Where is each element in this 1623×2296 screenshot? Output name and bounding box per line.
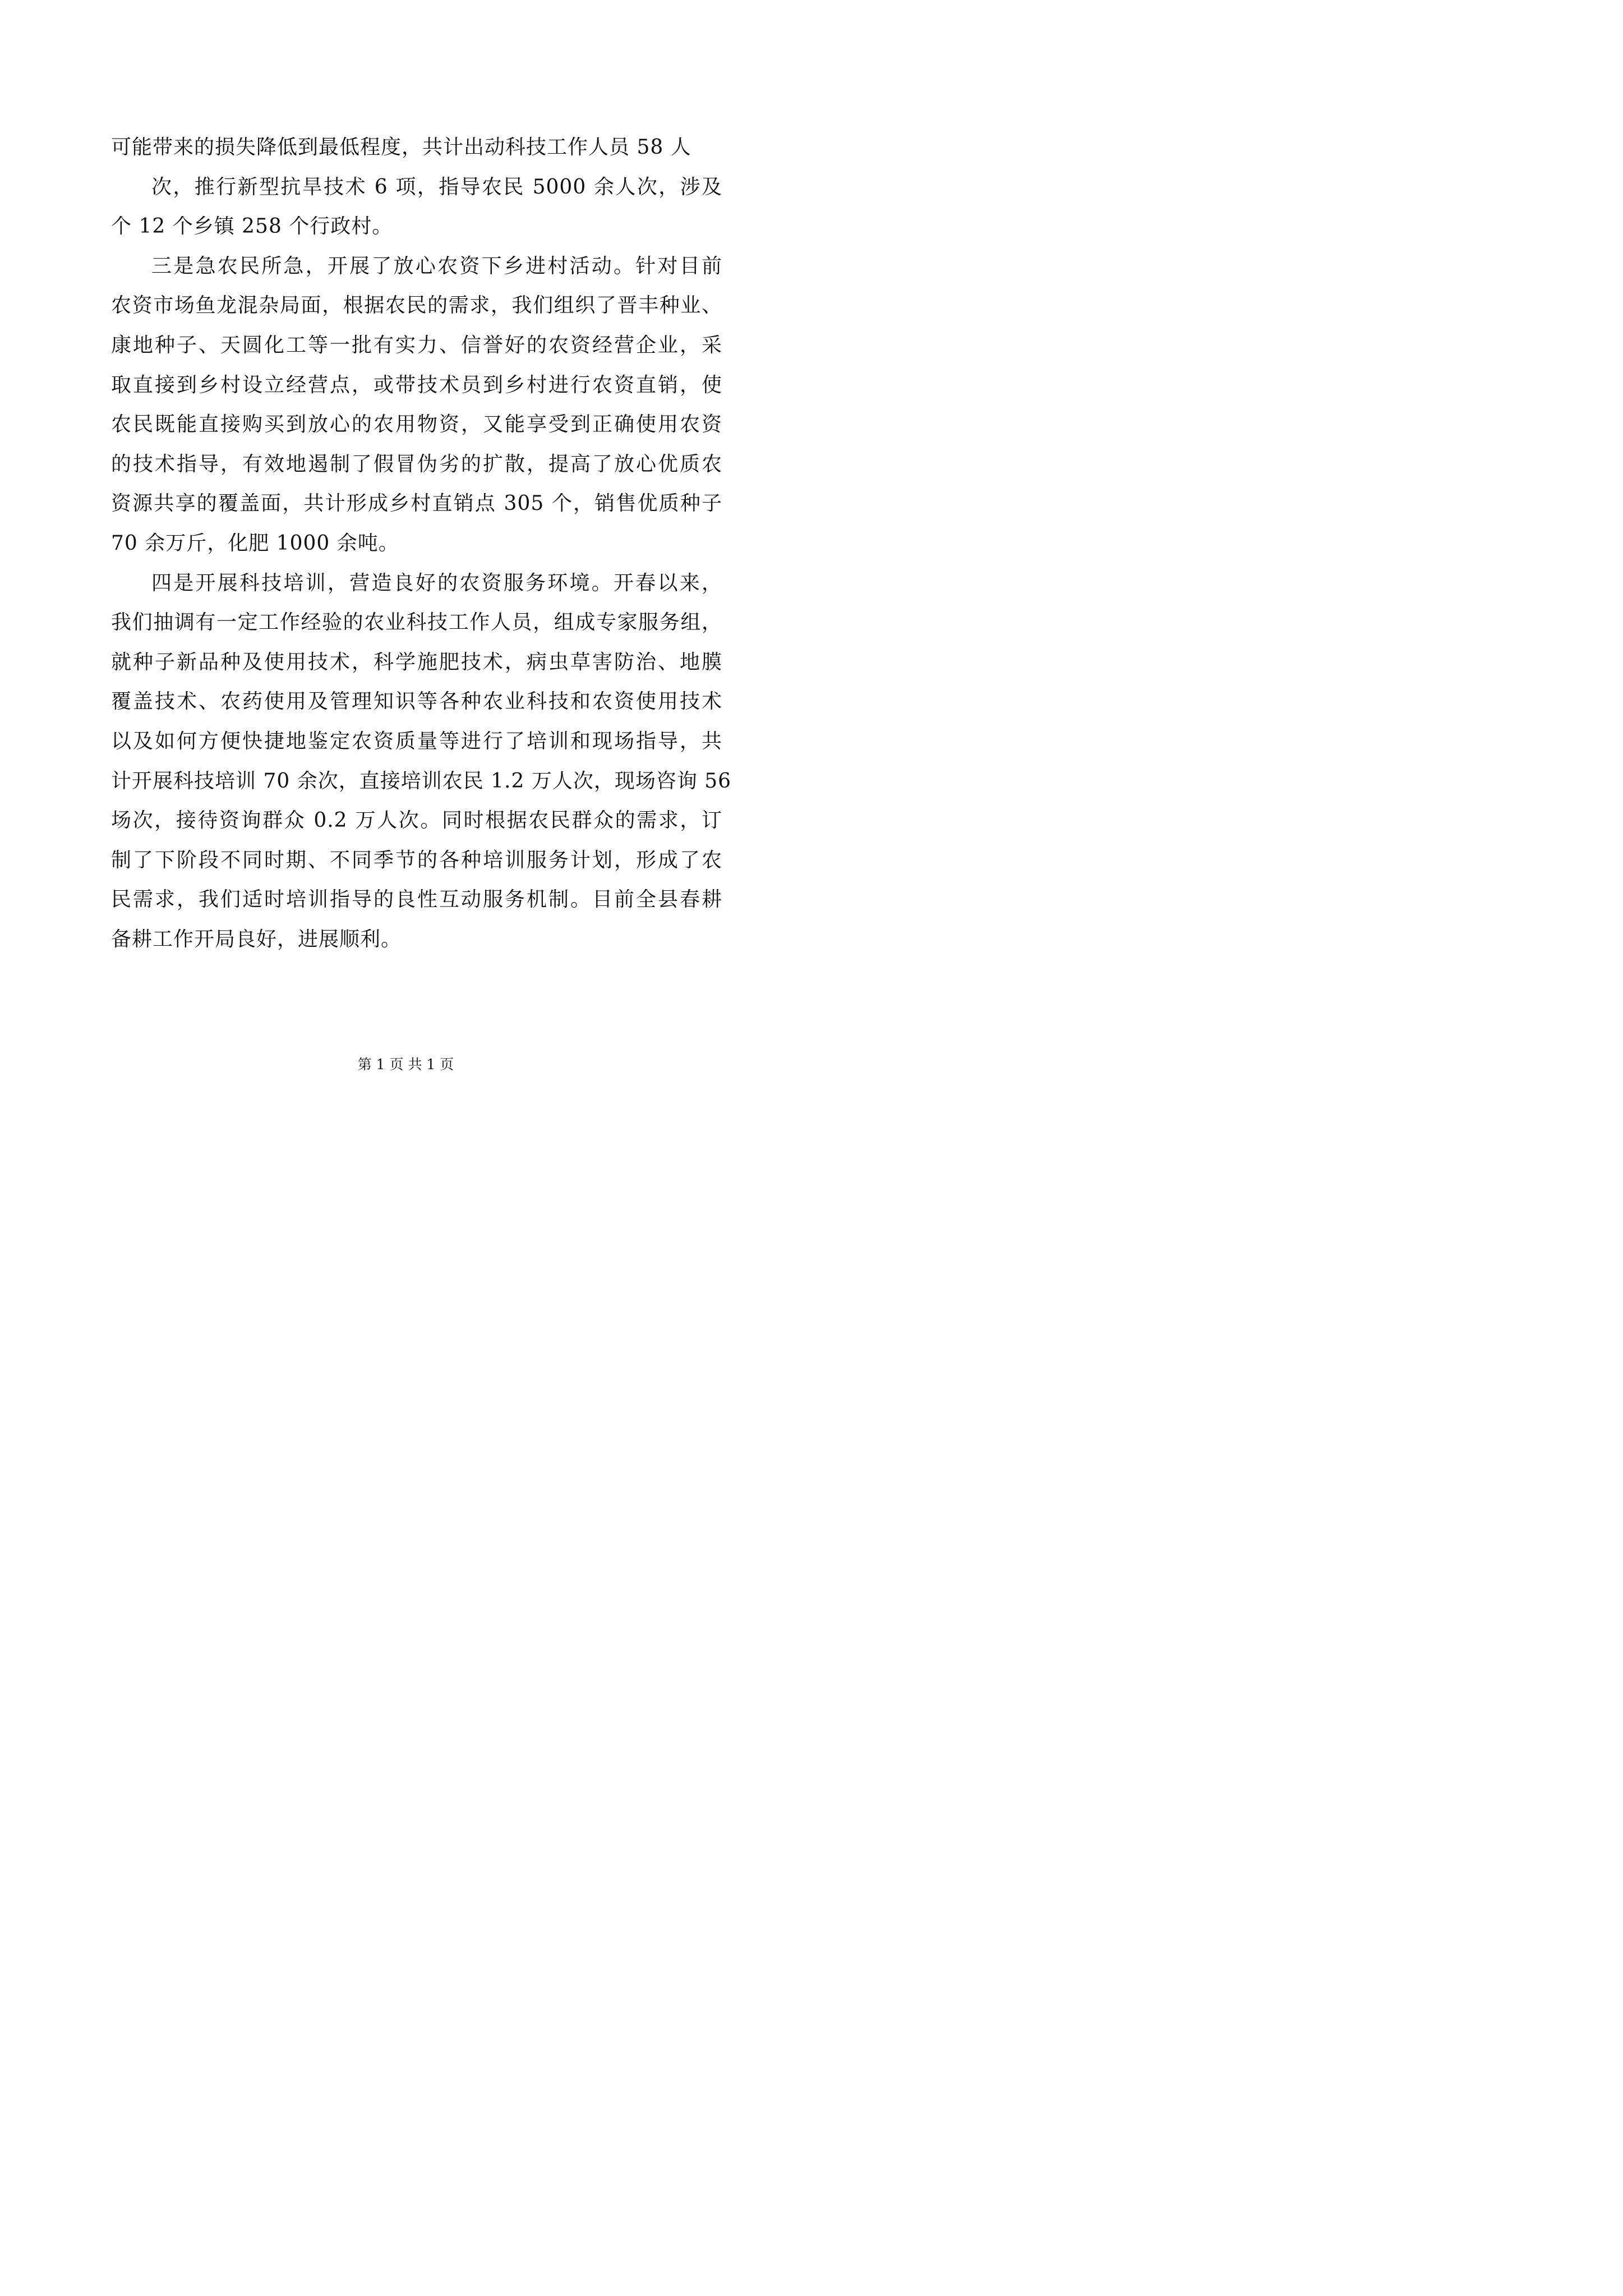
document-page (0, 0, 811, 1148)
text-line: 就种子新品种及使用技术，科学施肥技术，病虫草害防治、地膜 (111, 650, 722, 674)
text-line: 以及如何方便快捷地鉴定农资质量等进行了培训和现场指导，共 (111, 730, 722, 753)
text-line: 三是急农民所急，开展了放心农资下乡进村活动。针对目前 (151, 254, 722, 278)
text-line: 次，推行新型抗旱技术 6 项，指导农民 5000 余人次，涉及 (151, 175, 722, 199)
text-line: 覆盖技术、农药使用及管理知识等各种农业科技和农资使用技术 (111, 690, 722, 714)
text-line: 农资市场鱼龙混杂局面，根据农民的需求，我们组织了晋丰种业、 (111, 294, 722, 318)
page-footer: 第 1 页 共 1 页 (357, 1056, 454, 1073)
text-line: 四是开展科技培训，营造良好的农资服务环境。开春以来， (151, 571, 722, 595)
text-line: 民需求，我们适时培训指导的良性互动服务机制。目前全县春耕 (111, 888, 722, 912)
text-line: 我们抽调有一定工作经验的农业科技工作人员，组成专家服务组， (111, 611, 722, 634)
text-line: 备耕工作开局良好，进展顺利。 (111, 928, 402, 951)
text-line: 个 12 个乡镇 258 个行政村。 (111, 215, 393, 238)
text-line: 农民既能直接购买到放心的农用物资，又能享受到正确使用农资 (111, 413, 722, 436)
text-line: 康地种子、天圆化工等一批有实力、信誉好的农资经营企业，采 (111, 334, 722, 357)
text-line: 计开展科技培训 70 余次，直接培训农民 1.2 万人次，现场咨询 56 (111, 769, 732, 793)
text-line: 取直接到乡村设立经营点，或带技术员到乡村进行农资直销，使 (111, 373, 722, 397)
text-line: 的技术指导，有效地遏制了假冒伪劣的扩散，提高了放心优质农 (111, 452, 722, 476)
text-line: 场次，接待资询群众 0.2 万人次。同时根据农民群众的需求，订 (111, 809, 722, 832)
text-line: 可能带来的损失降低到最低程度，共计出动科技工作人员 58 人 (111, 136, 691, 159)
text-line: 70 余万斤，化肥 1000 余吨。 (111, 532, 399, 555)
text-line: 制了下阶段不同时期、不同季节的各种培训服务计划，形成了农 (111, 848, 722, 872)
text-line: 资源共享的覆盖面，共计形成乡村直销点 305 个，销售优质种子 (111, 492, 722, 516)
